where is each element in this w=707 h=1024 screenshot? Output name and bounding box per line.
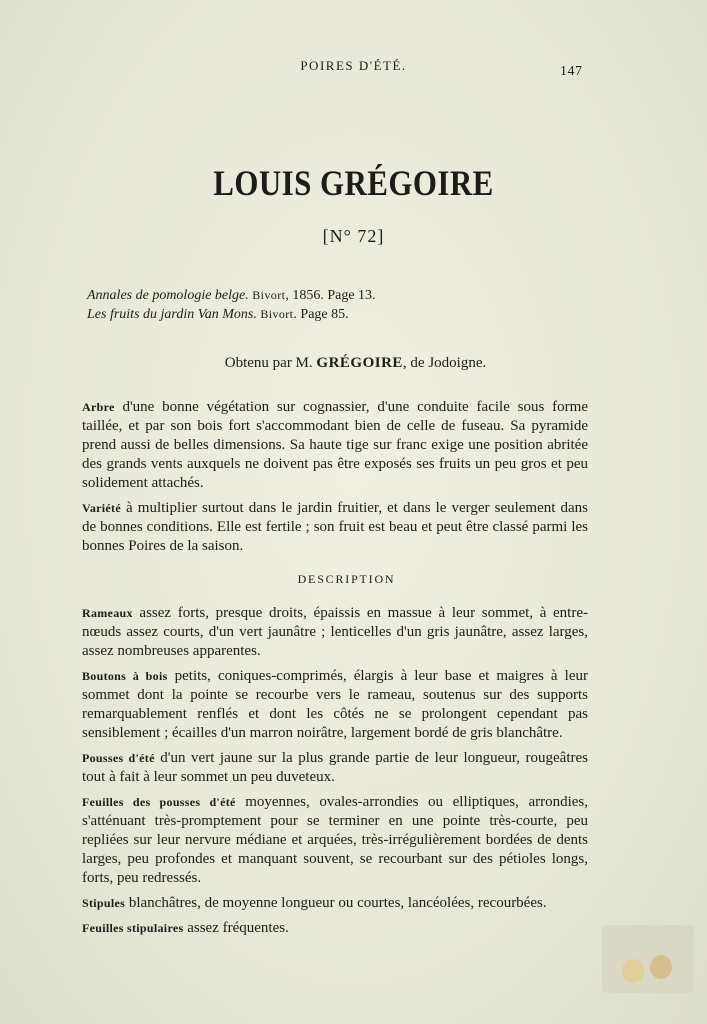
paragraph-lead: Feuilles des pousses d'été [82,795,236,809]
paragraph-lead: Arbre [82,400,115,414]
page-number: 147 [560,64,583,79]
paragraph-lead: Stipules [82,896,126,910]
reference-detail: , 1856. Page 13. [285,288,376,303]
paragraph-text: moyennes, ovales-arrondies ou elliptiques, arrondies, s'atténuant très-promptement pour se terminer en une pointe très-courte, peu repliées sur leur nervure médiane et arquées, très-irrégulièrement bordées de dents larges, peu profondes et manquant souvent, se recourbant sur des pétioles longs, forts, peu redressés. [82,794,589,886]
paragraph-lead: Pousses d'été [82,751,155,765]
paragraph-pousses [82,749,588,787]
pear-shape [622,959,644,983]
origin-name: GRÉGOIRE [316,355,403,371]
reference-work: Les fruits du jardin Van Mons. [87,307,257,322]
paragraph-lead: Boutons à bois [82,669,168,683]
paragraph-text: assez fréquentes. [183,920,289,936]
reference-line [87,305,376,324]
pear-shape [650,955,672,979]
origin-prefix: Obtenu par M. [224,355,317,371]
paragraph-variete [82,499,588,556]
paragraph-text: petits, coniques-comprimés, élargis à leur base et maigres à leur sommet dont la pointe se recourbe vers le rameau, soutenus sur des supports remarquablement renflés et dont les côtés ne se prolongent cependant pas sensiblement ; écailles d'un marron noirâtre, largement bordé de gris blanchâtre. [82,668,588,741]
paragraph-text: blanchâtres, de moyenne longueur ou courtes, lancéolées, recourbées. [125,895,547,911]
origin-line [2,355,707,372]
bibliographic-references [87,286,376,324]
reference-detail: . Page 85. [293,307,349,322]
reference-work: Annales de pomologie belge. [87,288,249,303]
paragraph-text: assez forts, presque droits, épaissis en massue à leur sommet, à entre-nœuds assez courts, d'un vert jaunâtre ; lenticelles d'un gris jaunâtre, assez larges, assez nombreuses apparentes. [82,605,588,659]
running-header: POIRES D'ÉTÉ. [300,58,407,73]
paragraph-feuilles-stipulaires [82,919,588,938]
pear-thumbnail-image [602,925,694,993]
paragraph-lead: Rameaux [82,606,133,620]
paragraph-lead: Feuilles stipulaires [82,921,184,935]
paragraph-boutons [82,667,588,743]
reference-author: Bivort [260,307,294,321]
reference-author: Bivort [252,288,286,302]
intro-section [82,398,588,562]
description-heading: DESCRIPTION [297,572,396,586]
paragraph-lead: Variété [82,501,121,515]
paragraph-text: d'un vert jaune sur la plus grande partie de leur longueur, rougeâtres tout à fait à leur sommet un peu duveteux. [82,750,588,785]
origin-suffix: , de Jodoigne. [402,355,487,371]
paragraph-text: à multiplier surtout dans le jardin fruitier, et dans le verger seulement dans de bonnes conditions. Elle est fertile ; son fruit est beau et peut être classé parmi les bonnes Poires de la saison. [82,500,588,554]
description-section [82,604,588,944]
variety-title: LOUIS GRÉGOIRE [213,163,494,203]
reference-line [87,286,376,305]
paragraph-stipules [82,894,588,913]
paragraph-text: d'une bonne végétation sur cognassier, d'une conduite facile sous forme taillée, et par son bois fort s'accommodant bien de celle de fuseau. Sa pyramide prend aussi de belles dimensions. Sa haute tige sur franc exige une position abritée des grands vents auxquels ne doivent pas être exposés ses fruits un peu gros et peu solidement attachés. [82,399,588,491]
paragraph-feuilles [82,793,588,888]
paragraph-arbre [82,398,588,493]
variety-number: [N° 72] [322,226,385,246]
paragraph-rameaux [82,604,588,661]
